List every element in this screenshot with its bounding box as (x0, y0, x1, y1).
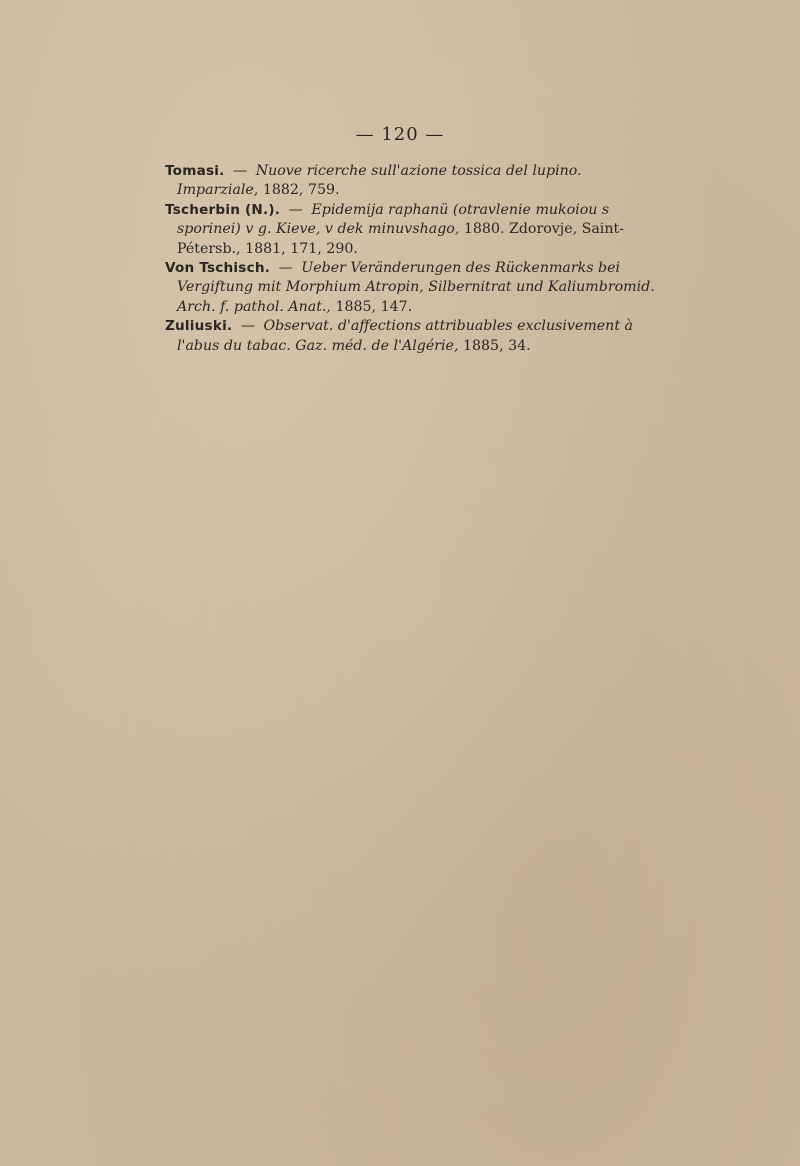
entry-title: Ueber Veränderungen des Rückenmarks bei Vergiftung mit Morphium Atropin, Silbernitrat und Kaliumbromid. Arch. f. pathol. Anat., (177, 260, 655, 315)
entry-author: Tscherbin (N.). (165, 201, 281, 218)
entry-source: 1880. Zdorovje, Saint-Pétersb., 1881, 171, 290. (177, 221, 624, 257)
entry-title: Nuove ricerche sull'azione tossica del lupino. Imparziale, (177, 163, 582, 199)
entry-author: Zuliuski. (165, 318, 233, 335)
entry-title: Epidemija raphanü (otravlenie mukoiou s sporinei) v g. Kieve, v dek minuvshago, (177, 201, 610, 238)
page-number: — 120 — (355, 124, 445, 145)
entry-source: 1882, 759. (262, 182, 340, 199)
entry-author: Von Tschisch. (165, 260, 271, 277)
entry-source: 1885, 147. (335, 298, 413, 315)
entry-separator: — (232, 163, 248, 179)
bibliography-entry (165, 259, 665, 317)
bibliography-entry (165, 162, 665, 201)
bibliography-entry (165, 317, 665, 356)
entry-separator: — (288, 201, 303, 218)
entry-separator: — (278, 260, 293, 277)
bibliography-list (165, 162, 665, 356)
entry-author: Tomasi. (165, 163, 225, 179)
entry-separator: — (240, 318, 255, 335)
entry-source: 1885, 34. (462, 337, 531, 354)
entry-title: Observat. d'affections attribuables exclusivement à l'abus du tabac. Gaz. méd. de l'Algérie, (177, 318, 633, 354)
bibliography-entry (165, 201, 665, 259)
